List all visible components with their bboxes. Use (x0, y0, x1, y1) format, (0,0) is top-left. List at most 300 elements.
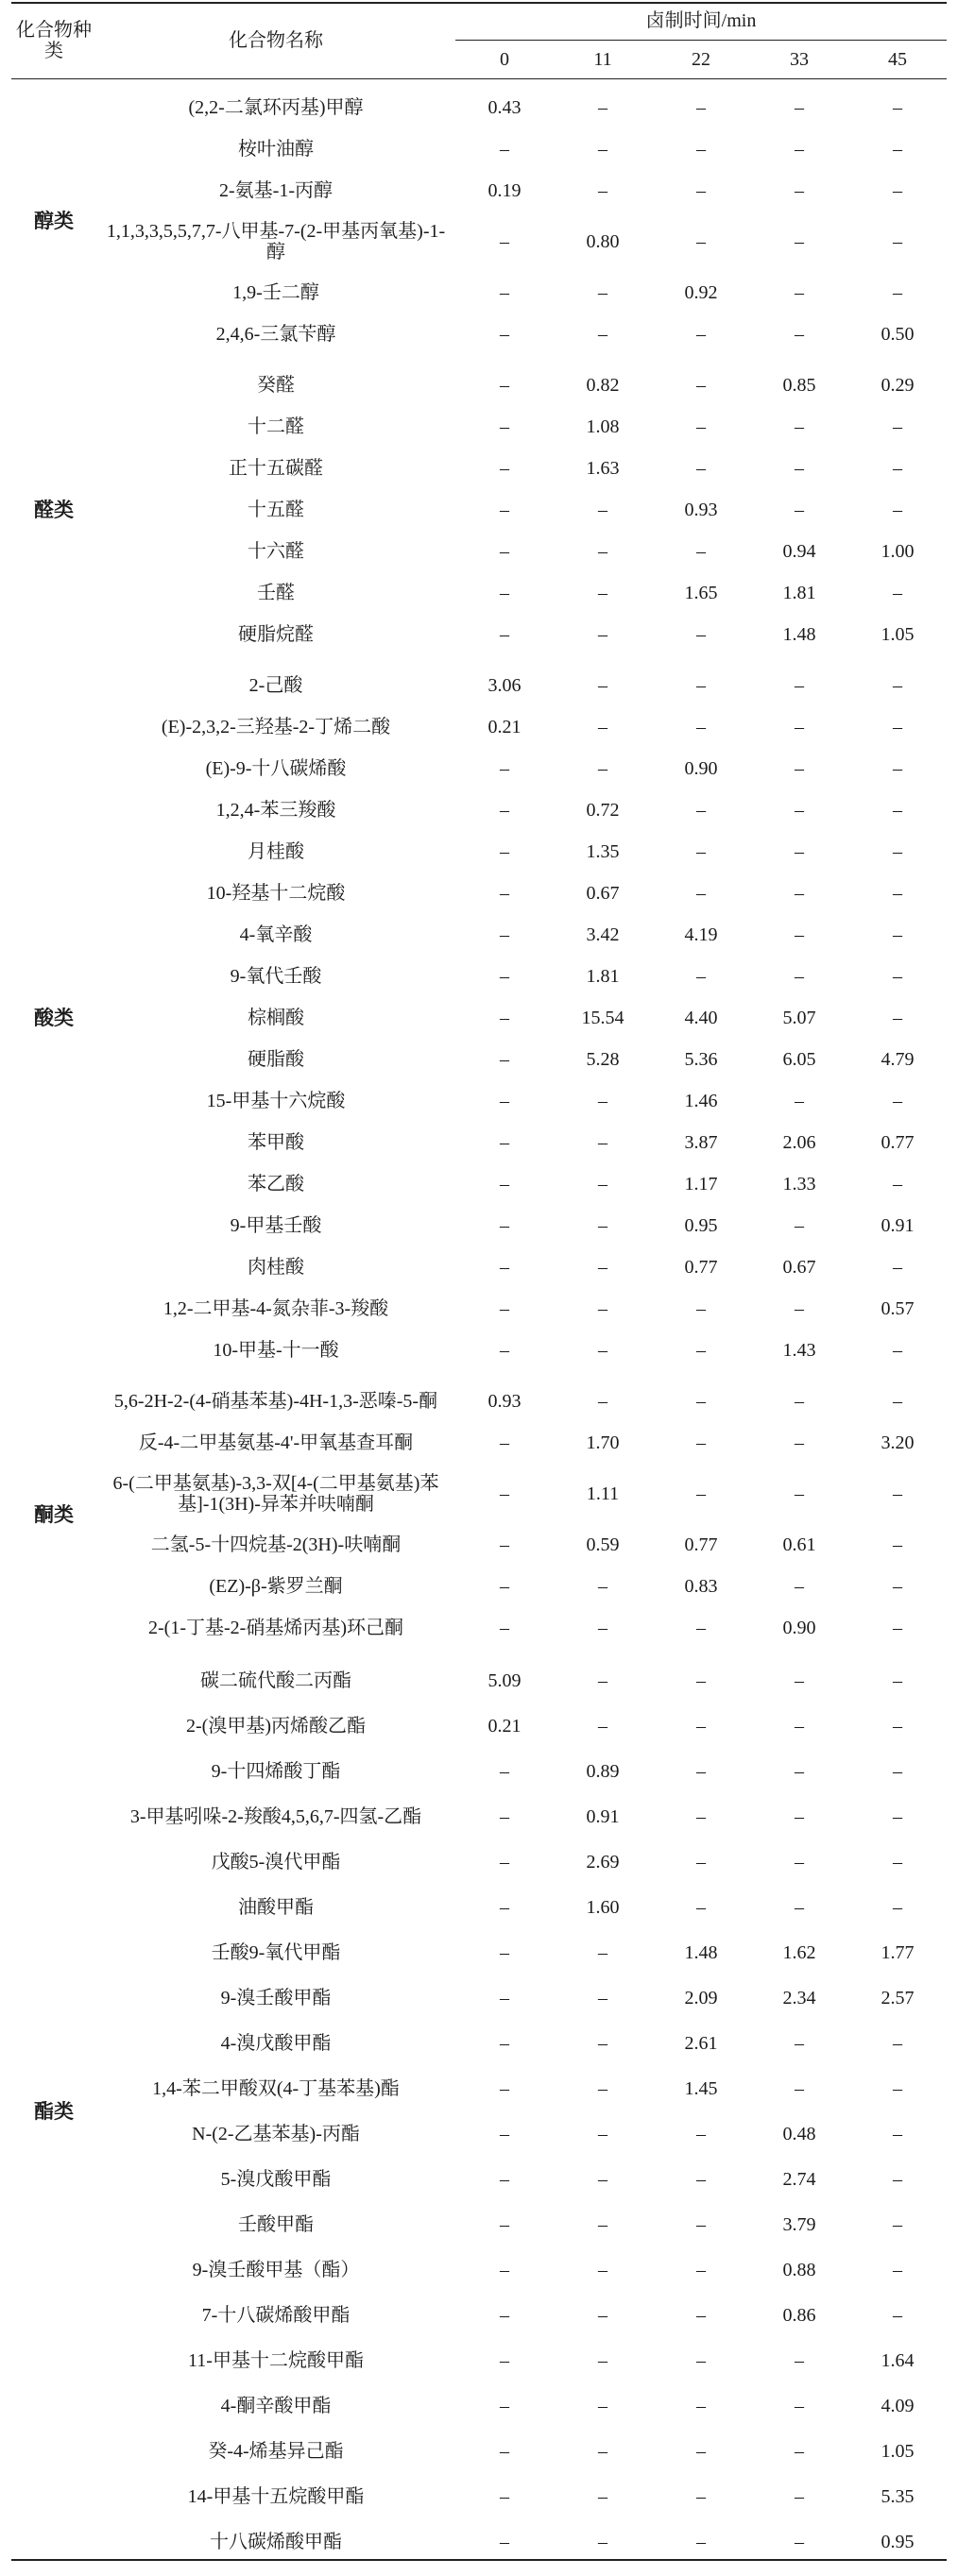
table-row (11, 170, 947, 212)
value-cell: – (696, 139, 706, 160)
value-cell: 0.19 (488, 180, 522, 201)
value-cell: 1.60 (586, 1897, 620, 1918)
table-row (11, 1839, 947, 1885)
value-cell: – (500, 2532, 509, 2552)
value-cell: – (500, 1298, 509, 1319)
value-cell: – (795, 282, 804, 303)
value-cell: 1.45 (684, 2078, 718, 2099)
value-cell: – (795, 1716, 804, 1737)
value-cell: 5.28 (586, 1049, 620, 1070)
compound-name: 9-十四烯酸丁酯 (211, 1761, 341, 1782)
value-cell: – (795, 966, 804, 987)
compound-name: 4-酮辛酸甲酯 (220, 2396, 332, 2416)
value-cell: – (598, 1576, 607, 1597)
value-cell: – (598, 1174, 607, 1195)
value-cell: – (795, 1761, 804, 1782)
value-cell: – (500, 800, 509, 821)
value-cell: – (500, 583, 509, 603)
value-cell: – (598, 2033, 607, 2054)
table-row (11, 1422, 947, 1464)
value-cell: – (893, 883, 903, 904)
table-row (11, 572, 947, 614)
compound-name: 9-氧代壬酸 (230, 966, 322, 987)
value-cell: – (696, 375, 706, 396)
value-cell: – (795, 1576, 804, 1597)
table-header (11, 2, 947, 79)
value-cell: – (598, 1215, 607, 1236)
value-cell: – (893, 2033, 903, 2054)
compound-name: 苯乙酸 (248, 1174, 304, 1195)
compound-name: 反-4-二甲基氨基-4'-甲氧基查耳酮 (138, 1432, 414, 1453)
value-cell: – (795, 180, 804, 201)
value-cell: 0.21 (488, 717, 522, 737)
compound-name: 十八碳烯酸甲酯 (210, 2532, 342, 2552)
compound-name: 苯甲酸 (248, 1132, 304, 1153)
value-cell: – (696, 416, 706, 437)
compound-name: 油酸甲酯 (238, 1897, 314, 1918)
value-cell: – (598, 2532, 607, 2552)
table-row (11, 272, 947, 314)
compound-name: 10-羟基十二烷酸 (206, 883, 346, 904)
value-cell: – (893, 97, 903, 118)
value-cell: – (696, 1340, 706, 1361)
bottom-rule (11, 2559, 947, 2561)
value-cell: – (893, 717, 903, 737)
value-cell: – (893, 416, 903, 437)
value-cell: – (500, 1432, 509, 1453)
value-cell: – (893, 1257, 903, 1278)
value-cell: – (893, 1670, 903, 1691)
value-cell: 0.21 (488, 1716, 522, 1737)
table-row (11, 2383, 947, 2429)
value-cell: – (598, 2305, 607, 2326)
value-cell: – (696, 2350, 706, 2371)
value-cell: 0.61 (782, 1534, 816, 1555)
compound-name: (EZ)-β-紫罗兰酮 (209, 1576, 343, 1597)
value-cell: 0.82 (586, 375, 620, 396)
value-cell: – (500, 139, 509, 160)
value-cell: – (893, 500, 903, 520)
table-row (11, 2021, 947, 2066)
compound-name: 3-甲基吲哚-2-羧酸4,5,6,7-四氢-乙酯 (129, 1806, 422, 1827)
value-cell: 0.43 (488, 97, 522, 118)
table-row (11, 831, 947, 873)
value-cell: – (598, 717, 607, 737)
value-cell: – (598, 675, 607, 696)
value-cell: – (500, 282, 509, 303)
value-cell: – (795, 1806, 804, 1827)
value-cell: – (795, 758, 804, 779)
value-cell: – (795, 1091, 804, 1111)
value-cell: – (598, 1988, 607, 2008)
header-compound-type: 化合物种类 (16, 19, 92, 61)
table-row (11, 87, 947, 128)
value-cell: – (500, 1174, 509, 1195)
value-cell: 3.42 (586, 924, 620, 945)
compound-name: 2-氨基-1-丙醇 (219, 180, 333, 201)
table-body (11, 79, 947, 2566)
value-cell: 1.46 (684, 1091, 718, 1111)
value-cell: – (500, 541, 509, 562)
value-cell: – (893, 1174, 903, 1195)
value-cell: – (598, 583, 607, 603)
value-cell: – (696, 1432, 706, 1453)
value-cell: – (893, 2124, 903, 2144)
value-cell: – (696, 841, 706, 862)
compound-name: 壬酸甲酯 (238, 2214, 314, 2235)
value-cell: – (795, 416, 804, 437)
value-cell: – (893, 2305, 903, 2326)
table-row (11, 748, 947, 789)
value-cell: – (795, 500, 804, 520)
value-cell: – (893, 139, 903, 160)
value-cell: – (696, 324, 706, 345)
value-cell: 0.91 (881, 1215, 915, 1236)
value-cell: – (893, 1716, 903, 1737)
value-cell: 0.29 (881, 375, 915, 396)
value-cell: 1.65 (684, 583, 718, 603)
value-cell: – (893, 2214, 903, 2235)
value-cell: 2.09 (684, 1988, 718, 2008)
value-cell: 2.69 (586, 1852, 620, 1873)
value-cell: – (893, 458, 903, 479)
value-cell: – (893, 1391, 903, 1412)
value-cell: 2.06 (782, 1132, 816, 1153)
value-cell: – (500, 2396, 509, 2416)
value-cell: – (696, 1806, 706, 1827)
value-cell: – (598, 1391, 607, 1412)
table-row (11, 789, 947, 831)
value-cell: – (795, 139, 804, 160)
table-row (11, 914, 947, 956)
table-row (11, 2293, 947, 2338)
value-cell: – (893, 841, 903, 862)
value-cell: – (500, 1091, 509, 1111)
value-cell: – (893, 180, 903, 201)
value-cell: – (500, 2169, 509, 2190)
value-cell: – (893, 924, 903, 945)
value-cell: – (598, 2124, 607, 2144)
value-cell: 0.89 (586, 1761, 620, 1782)
value-cell: – (893, 282, 903, 303)
value-cell: – (500, 2305, 509, 2326)
value-cell: – (696, 1852, 706, 1873)
value-cell: – (696, 2305, 706, 2326)
value-cell: 0.50 (881, 324, 915, 345)
compound-name: 碳二硫代酸二丙酯 (200, 1670, 351, 1691)
value-cell: – (696, 1298, 706, 1319)
table-row (11, 1163, 947, 1205)
table-row (11, 2519, 947, 2565)
compound-name: 1,9-壬二醇 (232, 282, 319, 303)
compound-name: 戊酸5-溴代甲酯 (211, 1852, 341, 1873)
value-cell: – (795, 2033, 804, 2054)
value-cell: 0.88 (782, 2260, 816, 2280)
value-cell: – (500, 375, 509, 396)
table-row (11, 1524, 947, 1566)
value-cell: – (893, 1618, 903, 1638)
table-row (11, 997, 947, 1039)
value-cell: – (795, 1852, 804, 1873)
table-row (11, 1381, 947, 1422)
compound-name: (E)-2,3,2-三羟基-2-丁烯二酸 (161, 717, 391, 737)
table-row (11, 1975, 947, 2021)
value-cell: – (696, 2396, 706, 2416)
table-row (11, 1930, 947, 1975)
value-cell: – (500, 1132, 509, 1153)
table-row (11, 2111, 947, 2157)
value-cell: 1.00 (881, 541, 915, 562)
value-cell: – (696, 458, 706, 479)
compound-name: 4-溴戊酸甲酯 (220, 2033, 332, 2054)
value-cell: 2.57 (881, 1988, 915, 2008)
table-row (11, 406, 947, 448)
value-cell: 1.81 (586, 966, 620, 987)
value-cell: – (500, 924, 509, 945)
value-cell: – (795, 1298, 804, 1319)
value-cell: – (500, 1483, 509, 1504)
table-row (11, 1464, 947, 1524)
value-cell: 4.79 (881, 1049, 915, 1070)
table-row (11, 1080, 947, 1122)
table-row (11, 1749, 947, 1794)
value-cell: 0.90 (684, 758, 718, 779)
value-cell: – (598, 282, 607, 303)
value-cell: 1.05 (881, 624, 915, 645)
value-cell: – (500, 2260, 509, 2280)
value-cell: – (795, 1670, 804, 1691)
value-cell: – (893, 1091, 903, 1111)
table-row (11, 1566, 947, 1607)
table-row (11, 128, 947, 170)
value-cell: 0.85 (782, 375, 816, 396)
value-cell: – (795, 800, 804, 821)
table-row (11, 2338, 947, 2383)
value-cell: 0.83 (684, 1576, 718, 1597)
header-time-group: 卤制时间/min (455, 2, 947, 41)
compound-name: 二氢-5-十四烷基-2(3H)-呋喃酮 (150, 1534, 402, 1555)
value-cell: – (795, 841, 804, 862)
value-cell: 1.70 (586, 1432, 620, 1453)
category-label: 醛类 (34, 499, 74, 521)
value-cell: – (696, 2441, 706, 2462)
table-row (11, 314, 947, 355)
value-cell: 0.94 (782, 541, 816, 562)
table-row (11, 2202, 947, 2247)
value-cell: – (598, 2078, 607, 2099)
header-time: 22 (692, 49, 710, 70)
table-row (11, 956, 947, 997)
value-cell: – (696, 717, 706, 737)
value-cell: 0.93 (488, 1391, 522, 1412)
value-cell: – (500, 883, 509, 904)
compound-name: 1,1,3,3,5,5,7,7-八甲基-7-(2-甲基丙氧基)-1-醇 (106, 221, 446, 263)
value-cell: 1.11 (586, 1483, 620, 1504)
value-cell: 0.91 (586, 1806, 620, 1827)
value-cell: – (795, 324, 804, 345)
value-cell: – (795, 458, 804, 479)
value-cell: – (696, 1483, 706, 1504)
value-cell: 3.79 (782, 2214, 816, 2235)
value-cell: – (893, 231, 903, 252)
value-cell: – (500, 1576, 509, 1597)
value-cell: – (893, 1340, 903, 1361)
category-label: 酸类 (34, 1007, 74, 1029)
value-cell: – (500, 500, 509, 520)
value-cell: – (893, 2169, 903, 2190)
value-cell: – (598, 1670, 607, 1691)
compound-name: 硬脂烷醛 (238, 624, 314, 645)
value-cell: 1.48 (782, 624, 816, 645)
category-label: 酮类 (34, 1503, 74, 1526)
compound-name: 癸-4-烯基异己酯 (208, 2441, 344, 2462)
compound-name: 5-溴戊酸甲酯 (220, 2169, 332, 2190)
table-row (11, 1607, 947, 1649)
value-cell: 1.43 (782, 1340, 816, 1361)
value-cell: 1.81 (782, 583, 816, 603)
value-cell: 2.61 (684, 2033, 718, 2054)
value-cell: – (795, 2441, 804, 2462)
compound-name: 2-(1-丁基-2-硝基烯丙基)环己酮 (148, 1618, 403, 1638)
value-cell: – (598, 541, 607, 562)
compound-name: 棕榈酸 (248, 1008, 304, 1028)
compound-name: 9-溴壬酸甲基（酯） (192, 2260, 360, 2280)
table-row (11, 1288, 947, 1330)
value-cell: – (500, 624, 509, 645)
category-label: 醇类 (34, 210, 74, 232)
compound-name: (E)-9-十八碳烯酸 (205, 758, 347, 779)
value-cell: – (500, 1806, 509, 1827)
header-time: 0 (500, 49, 509, 70)
value-cell: – (500, 841, 509, 862)
value-cell: – (893, 966, 903, 987)
value-cell: – (893, 583, 903, 603)
value-cell: 5.36 (684, 1049, 718, 1070)
value-cell: – (696, 1618, 706, 1638)
value-cell: 0.95 (881, 2532, 915, 2552)
value-cell: – (598, 180, 607, 201)
value-cell: – (598, 1091, 607, 1111)
value-cell: 1.17 (684, 1174, 718, 1195)
compound-name: 7-十八碳烯酸甲酯 (201, 2305, 351, 2326)
table-row (11, 1658, 947, 1703)
value-cell: – (598, 1716, 607, 1737)
value-cell: – (696, 2214, 706, 2235)
value-cell: 5.09 (488, 1670, 522, 1691)
value-cell: – (893, 1008, 903, 1028)
table-row (11, 1703, 947, 1749)
table-row (11, 1885, 947, 1930)
value-cell: – (696, 800, 706, 821)
value-cell: – (598, 1132, 607, 1153)
value-cell: 1.08 (586, 416, 620, 437)
table-row (11, 2474, 947, 2519)
value-cell: 0.77 (684, 1257, 718, 1278)
compound-name: 正十五碳醛 (229, 458, 323, 479)
value-cell: – (500, 1988, 509, 2008)
value-cell: 1.63 (586, 458, 620, 479)
compound-name: 15-甲基十六烷酸 (206, 1091, 346, 1111)
value-cell: 0.67 (586, 883, 620, 904)
value-cell: – (598, 324, 607, 345)
value-cell: 0.57 (881, 1298, 915, 1319)
value-cell: – (598, 2169, 607, 2190)
compound-name: 4-氧辛酸 (239, 924, 313, 945)
value-cell: – (696, 2532, 706, 2552)
value-cell: 0.77 (881, 1132, 915, 1153)
value-cell: – (696, 624, 706, 645)
value-cell: – (598, 2214, 607, 2235)
table-row (11, 364, 947, 406)
value-cell: 1.64 (881, 2350, 915, 2371)
compound-name: 硬脂酸 (248, 1049, 304, 1070)
value-cell: 4.19 (684, 924, 718, 945)
compound-name: 2-己酸 (248, 675, 303, 696)
value-cell: – (795, 1432, 804, 1453)
value-cell: 4.40 (684, 1008, 718, 1028)
value-cell: 0.92 (684, 282, 718, 303)
table-row (11, 1205, 947, 1246)
value-cell: – (500, 1534, 509, 1555)
compound-name: 1,4-苯二甲酸双(4-丁基苯基)酯 (152, 2078, 400, 2099)
compound-name: 月桂酸 (248, 841, 304, 862)
value-cell: – (795, 97, 804, 118)
table-row (11, 1039, 947, 1080)
value-cell: – (500, 1852, 509, 1873)
value-cell: – (795, 2350, 804, 2371)
value-cell: – (795, 1215, 804, 1236)
value-cell: 1.48 (684, 1942, 718, 1963)
table-row (11, 2247, 947, 2293)
table-row (11, 614, 947, 655)
value-cell: – (500, 1008, 509, 1028)
value-cell: – (696, 1761, 706, 1782)
compound-name: 1,2,4-苯三羧酸 (215, 800, 336, 821)
table-row (11, 706, 947, 748)
value-cell: – (795, 1897, 804, 1918)
value-cell: – (893, 758, 903, 779)
value-cell: 1.62 (782, 1942, 816, 1963)
value-cell: – (893, 1897, 903, 1918)
value-cell: 2.74 (782, 2169, 816, 2190)
value-cell: 1.35 (586, 841, 620, 862)
value-cell: – (795, 924, 804, 945)
value-cell: – (696, 2486, 706, 2507)
value-cell: – (696, 2260, 706, 2280)
value-cell: – (893, 1534, 903, 1555)
value-cell: – (598, 2350, 607, 2371)
value-cell: 0.72 (586, 800, 620, 821)
value-cell: – (696, 1670, 706, 1691)
value-cell: – (500, 2214, 509, 2235)
value-cell: 0.59 (586, 1534, 620, 1555)
value-cell: – (696, 231, 706, 252)
compound-name: 癸醛 (257, 375, 295, 396)
value-cell: – (598, 1618, 607, 1638)
value-cell: 1.05 (881, 2441, 915, 2462)
value-cell: – (893, 2078, 903, 2099)
value-cell: – (696, 541, 706, 562)
value-cell: – (500, 2441, 509, 2462)
value-cell: – (795, 2486, 804, 2507)
value-cell: 1.77 (881, 1942, 915, 1963)
value-cell: – (500, 416, 509, 437)
value-cell: – (500, 231, 509, 252)
value-cell: 0.86 (782, 2305, 816, 2326)
value-cell: 5.35 (881, 2486, 915, 2507)
table-row (11, 489, 947, 531)
value-cell: – (500, 1618, 509, 1638)
